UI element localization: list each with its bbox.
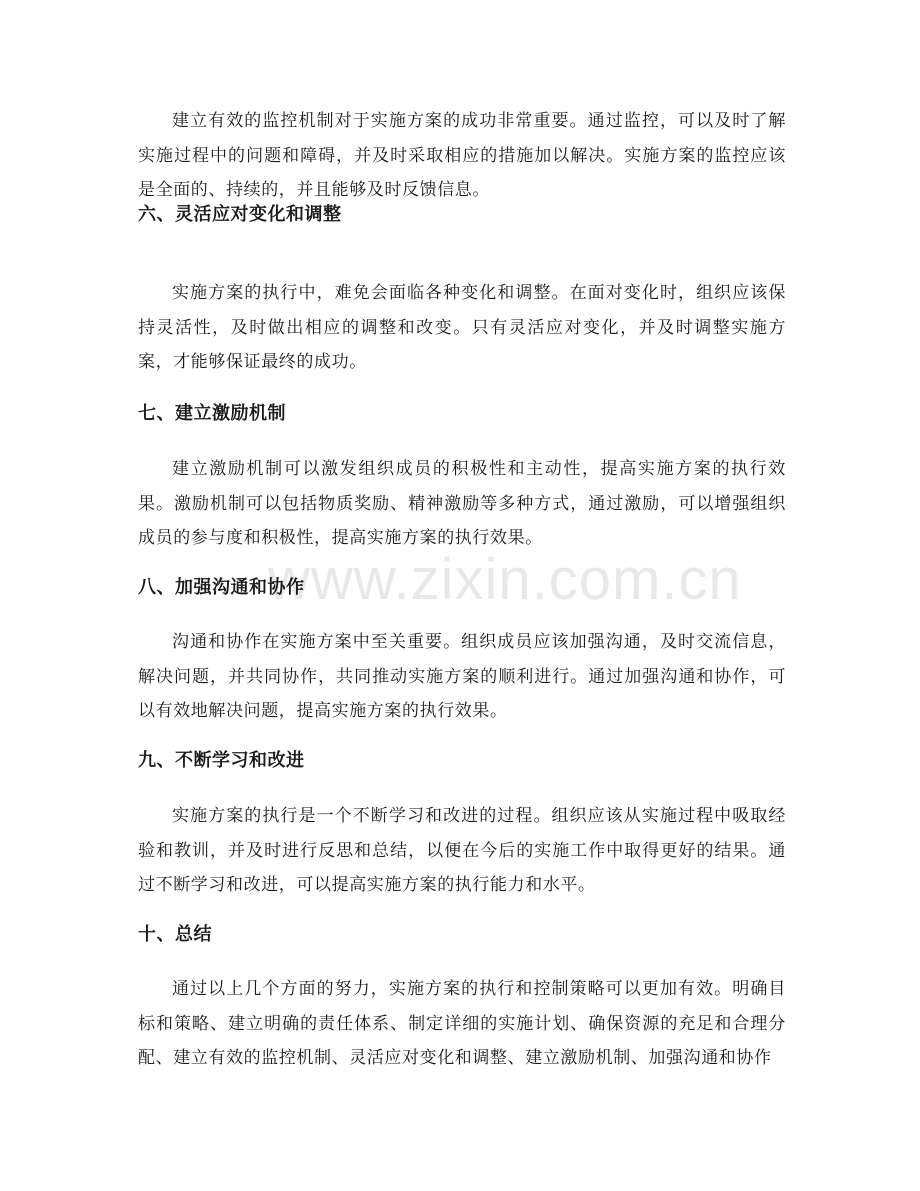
paragraph-section-10: 通过以上几个方面的努力，实施方案的执行和控制策略可以更加有效。明确目标和策略、建立明确的责任体系、制定详细的实施计划、确保资源的充足和合理分配、建立有效的监控机制、灵活应对变化和调整、建立激励机制、加强沟通和协作 <box>138 979 786 1068</box>
heading-section-8: 八、加强沟通和协作 <box>138 577 305 598</box>
paragraph-section-8: 沟通和协作在实施方案中至关重要。组织成员应该加强沟通，及时交流信息，解决问题，并共同协作，共同推动实施方案的顺利进行。通过加强沟通和协作，可以有效地解决问题，提高实施方案的执行效果。 <box>138 632 786 721</box>
paragraph-monitoring: 建立有效的监控机制对于实施方案的成功非常重要。通过监控，可以及时了解实施过程中的问题和障碍，并及时采取相应的措施加以解决。实施方案的监控应该是全面的、持续的，并且能够及时反馈信息。 <box>138 111 786 200</box>
heading-section-6: 六、灵活应对变化和调整 <box>138 204 342 225</box>
heading-section-10: 十、总结 <box>138 924 212 945</box>
paragraph-section-9: 实施方案的执行是一个不断学习和改进的过程。组织应该从实施过程中吸取经验和教训，并及时进行反思和总结，以便在今后的实施工作中取得更好的结果。通过不断学习和改进，可以提高实施方案的执行能力和水平。 <box>138 806 786 895</box>
watermark: www.zixin.com.cn <box>268 547 742 612</box>
heading-section-9: 九、不断学习和改进 <box>138 750 305 771</box>
paragraph-section-7: 建立激励机制可以激发组织成员的积极性和主动性，提高实施方案的执行效果。激励机制可以包括物质奖励、精神激励等多种方式，通过激励，可以增强组织成员的参与度和积极性，提高实施方案的执行效果。 <box>138 459 786 548</box>
heading-section-7: 七、建立激励机制 <box>138 403 286 424</box>
paragraph-section-6: 实施方案的执行中，难免会面临各种变化和调整。在面对变化时，组织应该保持灵活性，及时做出相应的调整和改变。只有灵活应对变化，并及时调整实施方案，才能够保证最终的成功。 <box>138 283 786 372</box>
